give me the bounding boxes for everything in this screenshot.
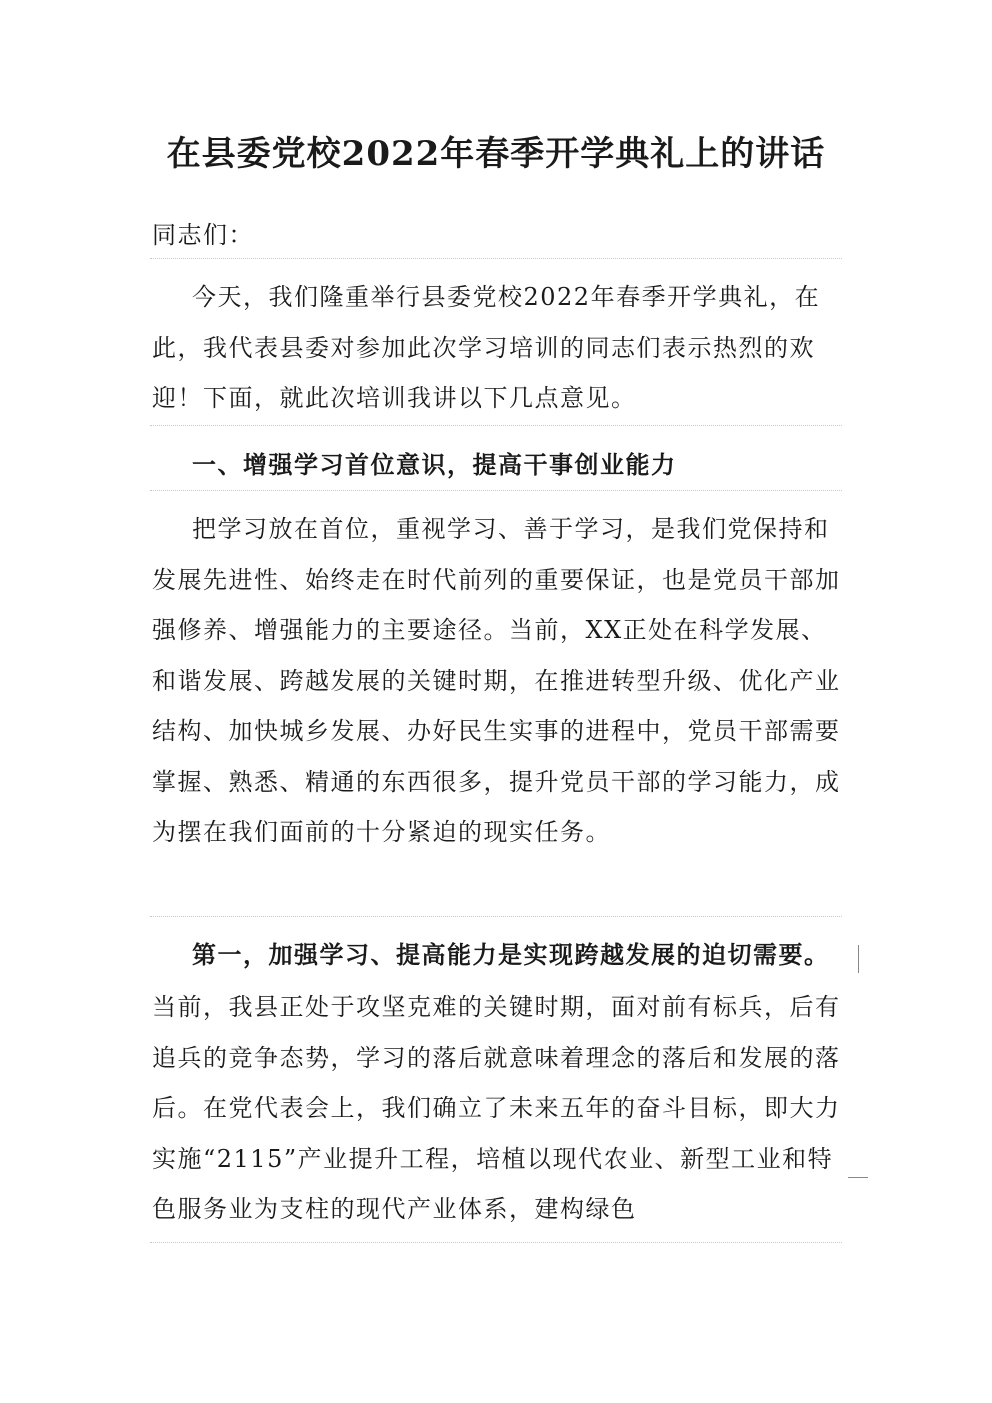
paragraph-divider	[150, 425, 842, 426]
salutation: 同志们：	[152, 221, 254, 249]
text-cursor-mark	[858, 945, 859, 973]
intro-paragraph: 今天，我们隆重举行县委党校2022年春季开学典礼，在此，我代表县委对参加此次学习培训的同志们表示热烈的欢迎！下面，就此次培训我讲以下几点意见。	[152, 283, 821, 412]
paragraph-divider	[150, 916, 842, 917]
section-one-paragraph: 把学习放在首位，重视学习、善于学习，是我们党保持和发展先进性、始终走在时代前列的重要保证，也是党员干部加强修养、增强能力的主要途径。当前，XX正处在科学发展、和谐发展、跨越发展的关键时期，在推进转型升级、优化产业结构、加快城乡发展、办好民生实事的进程中，党员干部需要掌握、熟悉、精通的东西很多，提升党员干部的学习能力，成为摆在我们面前的十分紧迫的现实任务。	[152, 515, 841, 846]
section-one-heading: 一、增强学习首位意识，提高干事创业能力	[192, 450, 677, 479]
point-one-paragraph: 当前，我县正处于攻坚克难的关键时期，面对前有标兵，后有追兵的竞争态势，学习的落后就意味着理念的落后和发展的落后。在党代表会上，我们确立了未来五年的奋斗目标，即大力实施“2115”产业提升工程，培植以现代农业、新型工业和特色服务业为支柱的现代产业体系，建构绿色	[152, 993, 841, 1223]
paragraph-divider	[150, 1242, 842, 1243]
margin-mark	[848, 1177, 868, 1178]
paragraph-divider	[150, 490, 842, 491]
point-one-heading: 第一，加强学习、提高能力是实现跨越发展的迫切需要。	[192, 940, 830, 969]
document-title: 在县委党校2022年春季开学典礼上的讲话	[166, 134, 826, 174]
paragraph-divider	[150, 258, 842, 259]
